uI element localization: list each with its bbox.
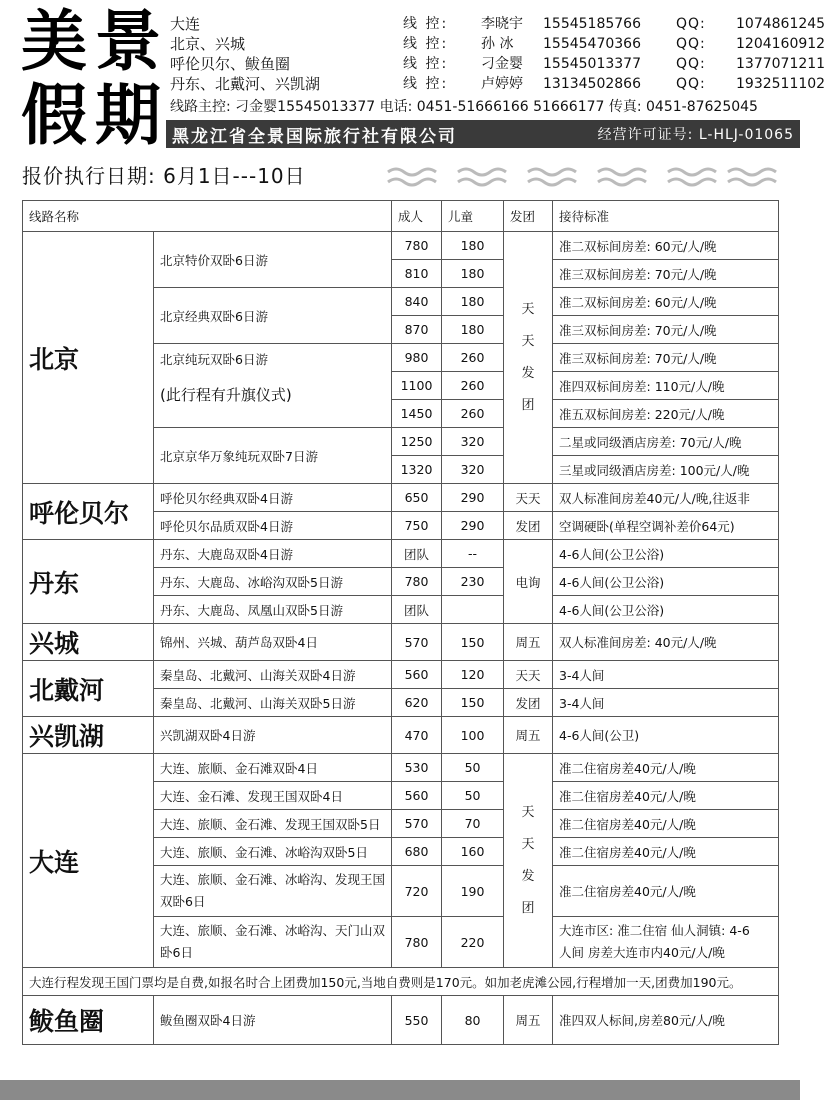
company-name: 黑龙江省全景国际旅行社有限公司 <box>172 126 457 147</box>
route-name: 北京经典双卧6日游 <box>154 288 392 344</box>
depart-cell <box>504 754 553 968</box>
depart-cell <box>504 232 553 484</box>
standard-line: 人间 房差大连市内40元/人/晚 <box>559 945 725 960</box>
depart-cell: 周五 <box>504 717 553 754</box>
route-name: 丹东、大鹿岛、冰峪沟双卧5日游 <box>154 568 392 596</box>
table-row <box>23 717 779 754</box>
standard-line: 大连市区: 准二住宿 仙人洞镇: 4-6 <box>559 923 750 938</box>
child-price: 290 <box>442 512 504 540</box>
standard-cell: 准三双标间房差: 70元/人/晚 <box>553 344 779 372</box>
child-price: -- <box>442 540 504 568</box>
depart-cell: 周五 <box>504 996 553 1045</box>
child-price: 320 <box>442 428 504 456</box>
depart-cell: 天天 <box>504 484 553 512</box>
route-name: 呼伦贝尔品质双卧4日游 <box>154 512 392 540</box>
table-row <box>23 624 779 661</box>
table-row <box>23 484 779 512</box>
adult-price: 570 <box>392 624 442 661</box>
logo <box>16 3 164 154</box>
header-route: 线路名称 <box>23 201 392 232</box>
logo-char: 美 <box>21 3 85 80</box>
standard-cell: 准二住宿房差40元/人/晚 <box>553 754 779 782</box>
route-name-cell <box>154 917 392 968</box>
route-name-line: 卧6日 <box>160 945 193 960</box>
standard-cell: 准二住宿房差40元/人/晚 <box>553 782 779 810</box>
adult-price: 570 <box>392 810 442 838</box>
child-price: 290 <box>442 484 504 512</box>
city-cell: 北戴河 <box>23 661 154 717</box>
standard-cell: 三星或同级酒店房差: 100元/人/晚 <box>553 456 779 484</box>
contact-row <box>403 34 825 54</box>
child-price: 180 <box>442 316 504 344</box>
depart-char: 天天发团 <box>521 804 535 916</box>
contact-label: 线 控: <box>403 16 449 32</box>
route-name: 大连、旅顺、金石滩双卧4日 <box>154 754 392 782</box>
header <box>0 0 825 160</box>
qq-label: QQ: <box>676 76 706 92</box>
city-cell: 呼伦贝尔 <box>23 484 154 540</box>
route-name: 大连、旅顺、金石滩、发现王国双卧5日 <box>154 810 392 838</box>
city-cell: 丹东 <box>23 540 154 624</box>
child-price: 260 <box>442 344 504 372</box>
standard-cell: 3-4人间 <box>553 661 779 689</box>
route-name-line: 大连、旅顺、金石滩、冰峪沟、发现王国 <box>160 872 386 887</box>
destination-item: 大连 <box>170 15 201 33</box>
depart-cell: 周五 <box>504 624 553 661</box>
table-row <box>23 232 779 260</box>
standard-cell: 准四双标间房差: 110元/人/晚 <box>553 372 779 400</box>
depart-cell: 天天 <box>504 661 553 689</box>
adult-price: 550 <box>392 996 442 1045</box>
standard-cell: 准二住宿房差40元/人/晚 <box>553 838 779 866</box>
contact-qq: 1932511102 <box>736 76 825 92</box>
destination-item: 北京、兴城 <box>170 35 246 53</box>
standard-cell: 4-6人间(公卫公浴) <box>553 568 779 596</box>
child-price: 220 <box>442 917 504 968</box>
contact-name: 卢婷婷 <box>481 76 523 92</box>
child-price: 100 <box>442 717 504 754</box>
main-control-line: 线路主控: 刁金婴15545013377 电话: 0451-51666166 51666177 传真: 0451-87625045 <box>170 99 758 115</box>
standard-cell: 3-4人间 <box>553 689 779 717</box>
destination-item: 呼伦贝尔、鲅鱼圈 <box>170 55 291 73</box>
destination-list <box>170 14 320 94</box>
adult-price: 720 <box>392 866 442 917</box>
contact-phone: 15545185766 <box>543 16 641 32</box>
adult-price: 680 <box>392 838 442 866</box>
route-name: 北京特价双卧6日游 <box>154 232 392 288</box>
contact-label: 线 控: <box>403 76 449 92</box>
child-price: 80 <box>442 996 504 1045</box>
standard-cell: 准二双标间房差: 60元/人/晚 <box>553 232 779 260</box>
child-price: 260 <box>442 372 504 400</box>
route-name: 兴凯湖双卧4日游 <box>154 717 392 754</box>
city-cell: 大连 <box>23 754 154 968</box>
child-price <box>442 596 504 624</box>
standard-cell: 4-6人间(公卫公浴) <box>553 596 779 624</box>
route-name: 呼伦贝尔经典双卧4日游 <box>154 484 392 512</box>
standard-cell: 4-6人间(公卫公浴) <box>553 540 779 568</box>
child-price: 120 <box>442 661 504 689</box>
bottom-bar <box>0 1080 800 1100</box>
contact-phone: 15545013377 <box>543 56 641 72</box>
adult-price: 团队 <box>392 540 442 568</box>
contact-row <box>403 14 825 34</box>
city-cell: 鲅鱼圈 <box>23 996 154 1045</box>
standard-cell: 双人标准间房差40元/人/晚,往返非 <box>553 484 779 512</box>
adult-price: 780 <box>392 917 442 968</box>
route-name: 锦州、兴城、葫芦岛双卧4日 <box>154 624 392 661</box>
child-price: 50 <box>442 754 504 782</box>
price-table <box>22 200 779 1045</box>
contact-qq: 1074861245 <box>736 16 825 32</box>
adult-price: 560 <box>392 661 442 689</box>
contact-phone: 13134502866 <box>543 76 641 92</box>
qq-label: QQ: <box>676 16 706 32</box>
adult-price: 1450 <box>392 400 442 428</box>
table-row <box>23 754 779 782</box>
route-name-line: 大连、旅顺、金石滩、冰峪沟、天门山双 <box>160 923 386 938</box>
destination-item: 丹东、北戴河、兴凯湖 <box>170 75 321 93</box>
standard-cell: 准二双标间房差: 60元/人/晚 <box>553 288 779 316</box>
route-name: 丹东、大鹿岛、凤凰山双卧5日游 <box>154 596 392 624</box>
route-name-cell <box>154 344 392 428</box>
child-price: 190 <box>442 866 504 917</box>
contact-name: 孙 冰 <box>481 36 514 52</box>
route-name: 北京纯玩双卧6日游 <box>160 352 268 367</box>
adult-price: 810 <box>392 260 442 288</box>
contact-qq: 1204160912 <box>736 36 825 52</box>
contact-list <box>403 14 825 94</box>
contact-qq: 1377071211 <box>736 56 825 72</box>
header-adult: 成人 <box>392 201 442 232</box>
adult-price: 650 <box>392 484 442 512</box>
contact-label: 线 控: <box>403 36 449 52</box>
city-cell: 兴凯湖 <box>23 717 154 754</box>
header-child: 儿童 <box>442 201 504 232</box>
child-price: 260 <box>442 400 504 428</box>
adult-price: 1250 <box>392 428 442 456</box>
table-row <box>23 996 779 1045</box>
standard-cell: 准三双标间房差: 70元/人/晚 <box>553 316 779 344</box>
standard-cell: 准二住宿房差40元/人/晚 <box>553 810 779 838</box>
adult-price: 840 <box>392 288 442 316</box>
header-standard: 接待标准 <box>553 201 779 232</box>
child-price: 70 <box>442 810 504 838</box>
child-price: 150 <box>442 624 504 661</box>
child-price: 50 <box>442 782 504 810</box>
adult-price: 780 <box>392 232 442 260</box>
table-row <box>23 661 779 689</box>
standard-cell: 双人标准间房差: 40元/人/晚 <box>553 624 779 661</box>
contact-phone: 15545470366 <box>543 36 641 52</box>
route-name-line: 双卧6日 <box>160 894 206 909</box>
standard-cell: 准五双标间房差: 220元/人/晚 <box>553 400 779 428</box>
date-line: 报价执行日期: 6月1日---10日 <box>22 164 306 188</box>
license-number: 经营许可证号: L-HLJ-01065 <box>597 127 794 143</box>
wave-decoration-icon <box>388 164 788 192</box>
contact-label: 线 控: <box>403 56 449 72</box>
logo-char: 期 <box>95 77 159 154</box>
contact-row <box>403 74 825 94</box>
adult-price: 1100 <box>392 372 442 400</box>
child-price: 180 <box>442 232 504 260</box>
route-name: 鲅鱼圈双卧4日游 <box>154 996 392 1045</box>
standard-cell: 准四双人标间,房差80元/人/晚 <box>553 996 779 1045</box>
note-row <box>23 968 779 996</box>
table-row <box>23 540 779 568</box>
standard-cell: 空调硬卧(单程空调补差价64元) <box>553 512 779 540</box>
route-name: 丹东、大鹿岛双卧4日游 <box>154 540 392 568</box>
child-price: 150 <box>442 689 504 717</box>
qq-label: QQ: <box>676 56 706 72</box>
table-header-row <box>23 201 779 232</box>
route-name: 秦皇岛、北戴河、山海关双卧4日游 <box>154 661 392 689</box>
contact-name: 李晓宇 <box>481 16 523 32</box>
adult-price: 780 <box>392 568 442 596</box>
adult-price: 470 <box>392 717 442 754</box>
adult-price: 530 <box>392 754 442 782</box>
route-name-cell <box>154 866 392 917</box>
route-note: (此行程有升旗仪式) <box>160 386 292 404</box>
contact-name: 刁金婴 <box>481 56 523 72</box>
child-price: 160 <box>442 838 504 866</box>
child-price: 180 <box>442 288 504 316</box>
adult-price: 870 <box>392 316 442 344</box>
contact-row <box>403 54 825 74</box>
city-cell: 兴城 <box>23 624 154 661</box>
dalian-note: 大连行程发现王国门票均是自费,如报名时合上团费加150元,当地自费则是170元。如加老虎滩公园,行程增加一天,团费加190元。 <box>23 968 779 996</box>
city-cell: 北京 <box>23 232 154 484</box>
adult-price: 750 <box>392 512 442 540</box>
logo-char: 景 <box>95 3 159 80</box>
company-banner <box>166 120 800 148</box>
qq-label: QQ: <box>676 36 706 52</box>
child-price: 320 <box>442 456 504 484</box>
adult-price: 团队 <box>392 596 442 624</box>
standard-cell: 二星或同级酒店房差: 70元/人/晚 <box>553 428 779 456</box>
adult-price: 980 <box>392 344 442 372</box>
child-price: 230 <box>442 568 504 596</box>
depart-cell: 发团 <box>504 512 553 540</box>
route-name: 大连、金石滩、发现王国双卧4日 <box>154 782 392 810</box>
adult-price: 620 <box>392 689 442 717</box>
logo-char: 假 <box>21 77 85 154</box>
route-name: 北京京华万象纯玩双卧7日游 <box>154 428 392 484</box>
route-name: 秦皇岛、北戴河、山海关双卧5日游 <box>154 689 392 717</box>
depart-cell: 电询 <box>504 540 553 624</box>
header-depart: 发团 <box>504 201 553 232</box>
standard-cell: 准二住宿房差40元/人/晚 <box>553 866 779 917</box>
standard-cell <box>553 917 779 968</box>
adult-price: 560 <box>392 782 442 810</box>
standard-cell: 准三双标间房差: 70元/人/晚 <box>553 260 779 288</box>
depart-cell: 发团 <box>504 689 553 717</box>
route-name: 大连、旅顺、金石滩、冰峪沟双卧5日 <box>154 838 392 866</box>
adult-price: 1320 <box>392 456 442 484</box>
child-price: 180 <box>442 260 504 288</box>
standard-cell: 4-6人间(公卫) <box>553 717 779 754</box>
depart-char: 天天发团 <box>521 301 535 413</box>
